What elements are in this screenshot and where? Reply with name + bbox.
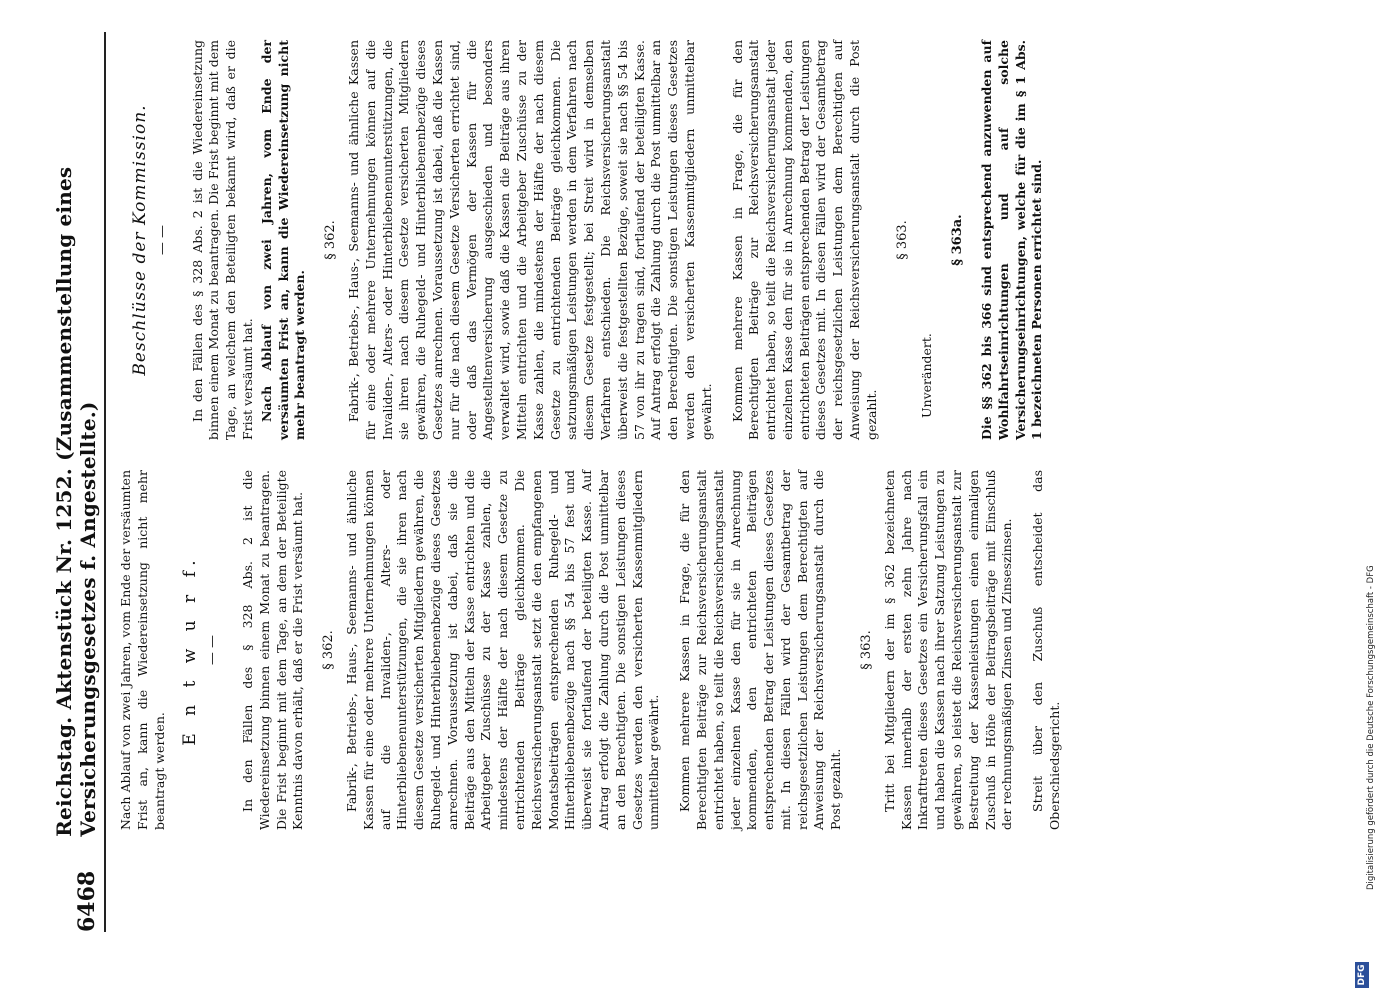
right-column-heading: Beschlüsse der Kommission. <box>130 104 150 376</box>
left-column-heading: E n t w u r f. <box>180 554 201 746</box>
left-paragraph-wiedereinsetzung: In den Fällen des § 328 Abs. 2 ist die Wiedereinsetzung binnen einem Monat zu beantragen. Die Frist beginnt mit dem Tage, an dem der Beteiligte Kenntnis davon erhält, daß er die Frist versäumt hat. <box>239 470 306 830</box>
right-paragraph-bold-frist: Nach Ablauf von zwei Jahren, vom Ende der versäumten Frist an, kann die Wiedereinsetzung nicht mehr beantragt werden. <box>258 40 308 440</box>
left-paragraph-363: Tritt bei Mitgliedern der im § 362 bezeichneten Kassen innerhalb der ersten zehn Jahre nach Inkrafttreten dieses Gesetzes ein Versicherungsfall ein und haben die Kassen nach ihrer Satzung Leistungen zu gewähren, so leistet die Reichsversicherungsanstalt zur Bestreitung der Kassenleistungen einen einmaligen Zuschuß in Höhe der Beitragsbeiträge mit Einschluß der rechnungsmäßigen Zinsen und Zinseszinsen. <box>881 470 1015 830</box>
left-heading-dash: — — <box>205 634 221 666</box>
right-paragraph-363a: Die §§ 362 bis 366 sind entsprechend anzuwenden auf Wohlfahrtseinrichtungen und auf solche Versicherungseinrichtungen, welche für die im § 1 Abs. 1 bezeichneten Personen errichtet sind. <box>979 40 1045 440</box>
right-paragraph-362: Fabrik-, Betriebs-, Haus-, Seemanns- und ähnliche Kassen für eine oder mehrere Unternehmungen können auf die Invaliden-, Alters- oder Hinterbliebenenunterstützungen, die sie ihren nach diesem Gesetze versicherten Mitgliedern gewähren, die Ruhegeld- und Hinterbliebenenbezüge dieses Gesetzes anrechnen. Voraussetzung ist dabei, daß die Kassen nur für die nach diesem Gesetze Versicherten errichtet sind, oder daß das Vermögen der Kassen für die Angestelltenversicherung ausgeschieden und besonders verwaltet wird, sowie daß die Kassen die Beiträge aus ihren Mitteln entrichten und die Arbeitgeber Zuschüsse zu der Kasse zahlen, die mindestens der Hälfte der nach diesem Gesetze zu entrichtenden Beiträge gleichkommen. Die satzungsmäßigen Leistungen werden in dem Verfahren nach diesem Gesetze festgestellt; bei Streit wird in demselben Verfahren entschieden. Die Reichsversicherungsanstalt überweist die festgestellten Bezüge, soweit sie nach §§ 54 bis 57 von ihr zu tragen sind, fortlaufend der beteiligten Kasse. Auf Antrag erfolgt die Zahlung durch die Post unmittelbar an den Berechtigten. Die sonstigen Leistungen dieses Gesetzes werden den versicherten Kassenmitgliedern unmittelbar gewährt. <box>345 40 714 440</box>
right-paragraph-wiedereinsetzung: In den Fällen des § 328 Abs. 2 ist die Wiedereinsetzung binnen einem Monat zu beantragen. Die Frist beginnt mit dem Tage, an welchem den Beteiligten bekannt wird, daß er die Frist versäumt hat. <box>189 40 255 440</box>
page-number: 6468 <box>74 870 100 932</box>
left-paragraph-oberschiedsgericht: Streit über den Zuschuß entscheidet das Oberschiedsgericht. <box>1030 470 1063 830</box>
left-section-363: § 363. <box>859 630 875 670</box>
left-opening-paragraph: Nach Ablauf von zwei Jahren, vom Ende der versäumten Frist an, kann die Wiedereinsetzung nicht mehr beantragt werden. <box>118 470 167 830</box>
dfg-logo: DFG <box>1355 962 1369 988</box>
right-heading-dash: — — <box>154 224 170 256</box>
right-column-kommission <box>118 40 1059 440</box>
right-unchanged-note: Unverändert. <box>919 333 935 418</box>
left-paragraph-363-intro: Kommen mehrere Kassen in Frage, die für den Berechtigten Beiträge zur Reichsversicherungsanstalt entrichtet haben, so teilt die Reichsversicherungsanstalt jeder einzelnen Kasse den für sie in Anrechnung kommenden, den entrichteten Beiträgen entsprechenden Betrag der Leistungen dieses Gesetzes mit. In diesen Fällen wird der Gesamtbetrag der reichsgesetzlichen Leistungen dem Berechtigten auf Anweisung der Reichsversicherungsanstalt durch die Post gezahlt. <box>677 470 844 830</box>
right-section-363a: § 363a. <box>950 214 966 266</box>
digitization-credit: Digitalisierung gefördert durch die Deutsche Forschungsgemeinschaft - DFG <box>1366 565 1376 890</box>
right-section-363: § 363. <box>894 220 910 260</box>
page-header <box>52 32 106 932</box>
left-paragraph-362: Fabrik-, Betriebs-, Haus-, Seemanns- und ähnliche Kassen für eine oder mehrere Unternehmungen können auf die Invaliden-, Alters- oder Hinterbliebenenunterstützungen, die sie ihren nach diesem Gesetze versicherten Mitgliedern gewähren, die Ruhegeld- und Hinterbliebenenbezüge dieses Gesetzes anrechnen. Voraussetzung ist dabei, daß sie die Beiträge aus den Mitteln der Kasse entrichten und die Arbeitgeber Zuschüsse zu der Kasse zahlen, die mindestens der Hälfte der nach diesem Gesetze zu entrichtenden Beiträge gleichkommen. Die Reichsversicherungsanstalt setzt die den empfangenen Monatsbeiträgen entsprechenden Ruhegeld- und Hinterbliebenenbezüge nach §§ 54 bis 57 fest und überweist sie fortlaufend der beteiligten Kasse. Auf Antrag erfolgt die Zahlung durch die Post unmittelbar an den Berechtigten. Die sonstigen Leistungen dieses Gesetzes werden den versicherten Kassenmitgliedern unmittelbar gewährt. <box>343 470 662 830</box>
header-title: Reichstag. Aktenstück Nr. 1252. (Zusammenstellung eines Versicherungsgesetzes f. Angestellte.) <box>52 166 100 837</box>
right-section-362: § 362. <box>323 220 339 260</box>
right-paragraph-363: Kommen mehrere Kassen in Frage, die für den Berechtigten Beiträge zur Reichsversicherungsanstalt entrichtet haben, so teilt die Reichsversicherungsanstalt jeder einzelnen Kasse den für sie in Anrechnung kommenden, den entrichteten Beiträgen entsprechenden Betrag der Leistungen dieses Gesetzes mit. In diesen Fällen wird der Gesamtbetrag der reichsgesetzlichen Leistungen dem Berechtigten auf Anweisung der Reichsversicherungsanstalt durch die Post gezahlt. <box>729 40 879 440</box>
left-column-entwurf <box>118 470 1066 830</box>
left-section-362: § 362. <box>321 630 337 670</box>
